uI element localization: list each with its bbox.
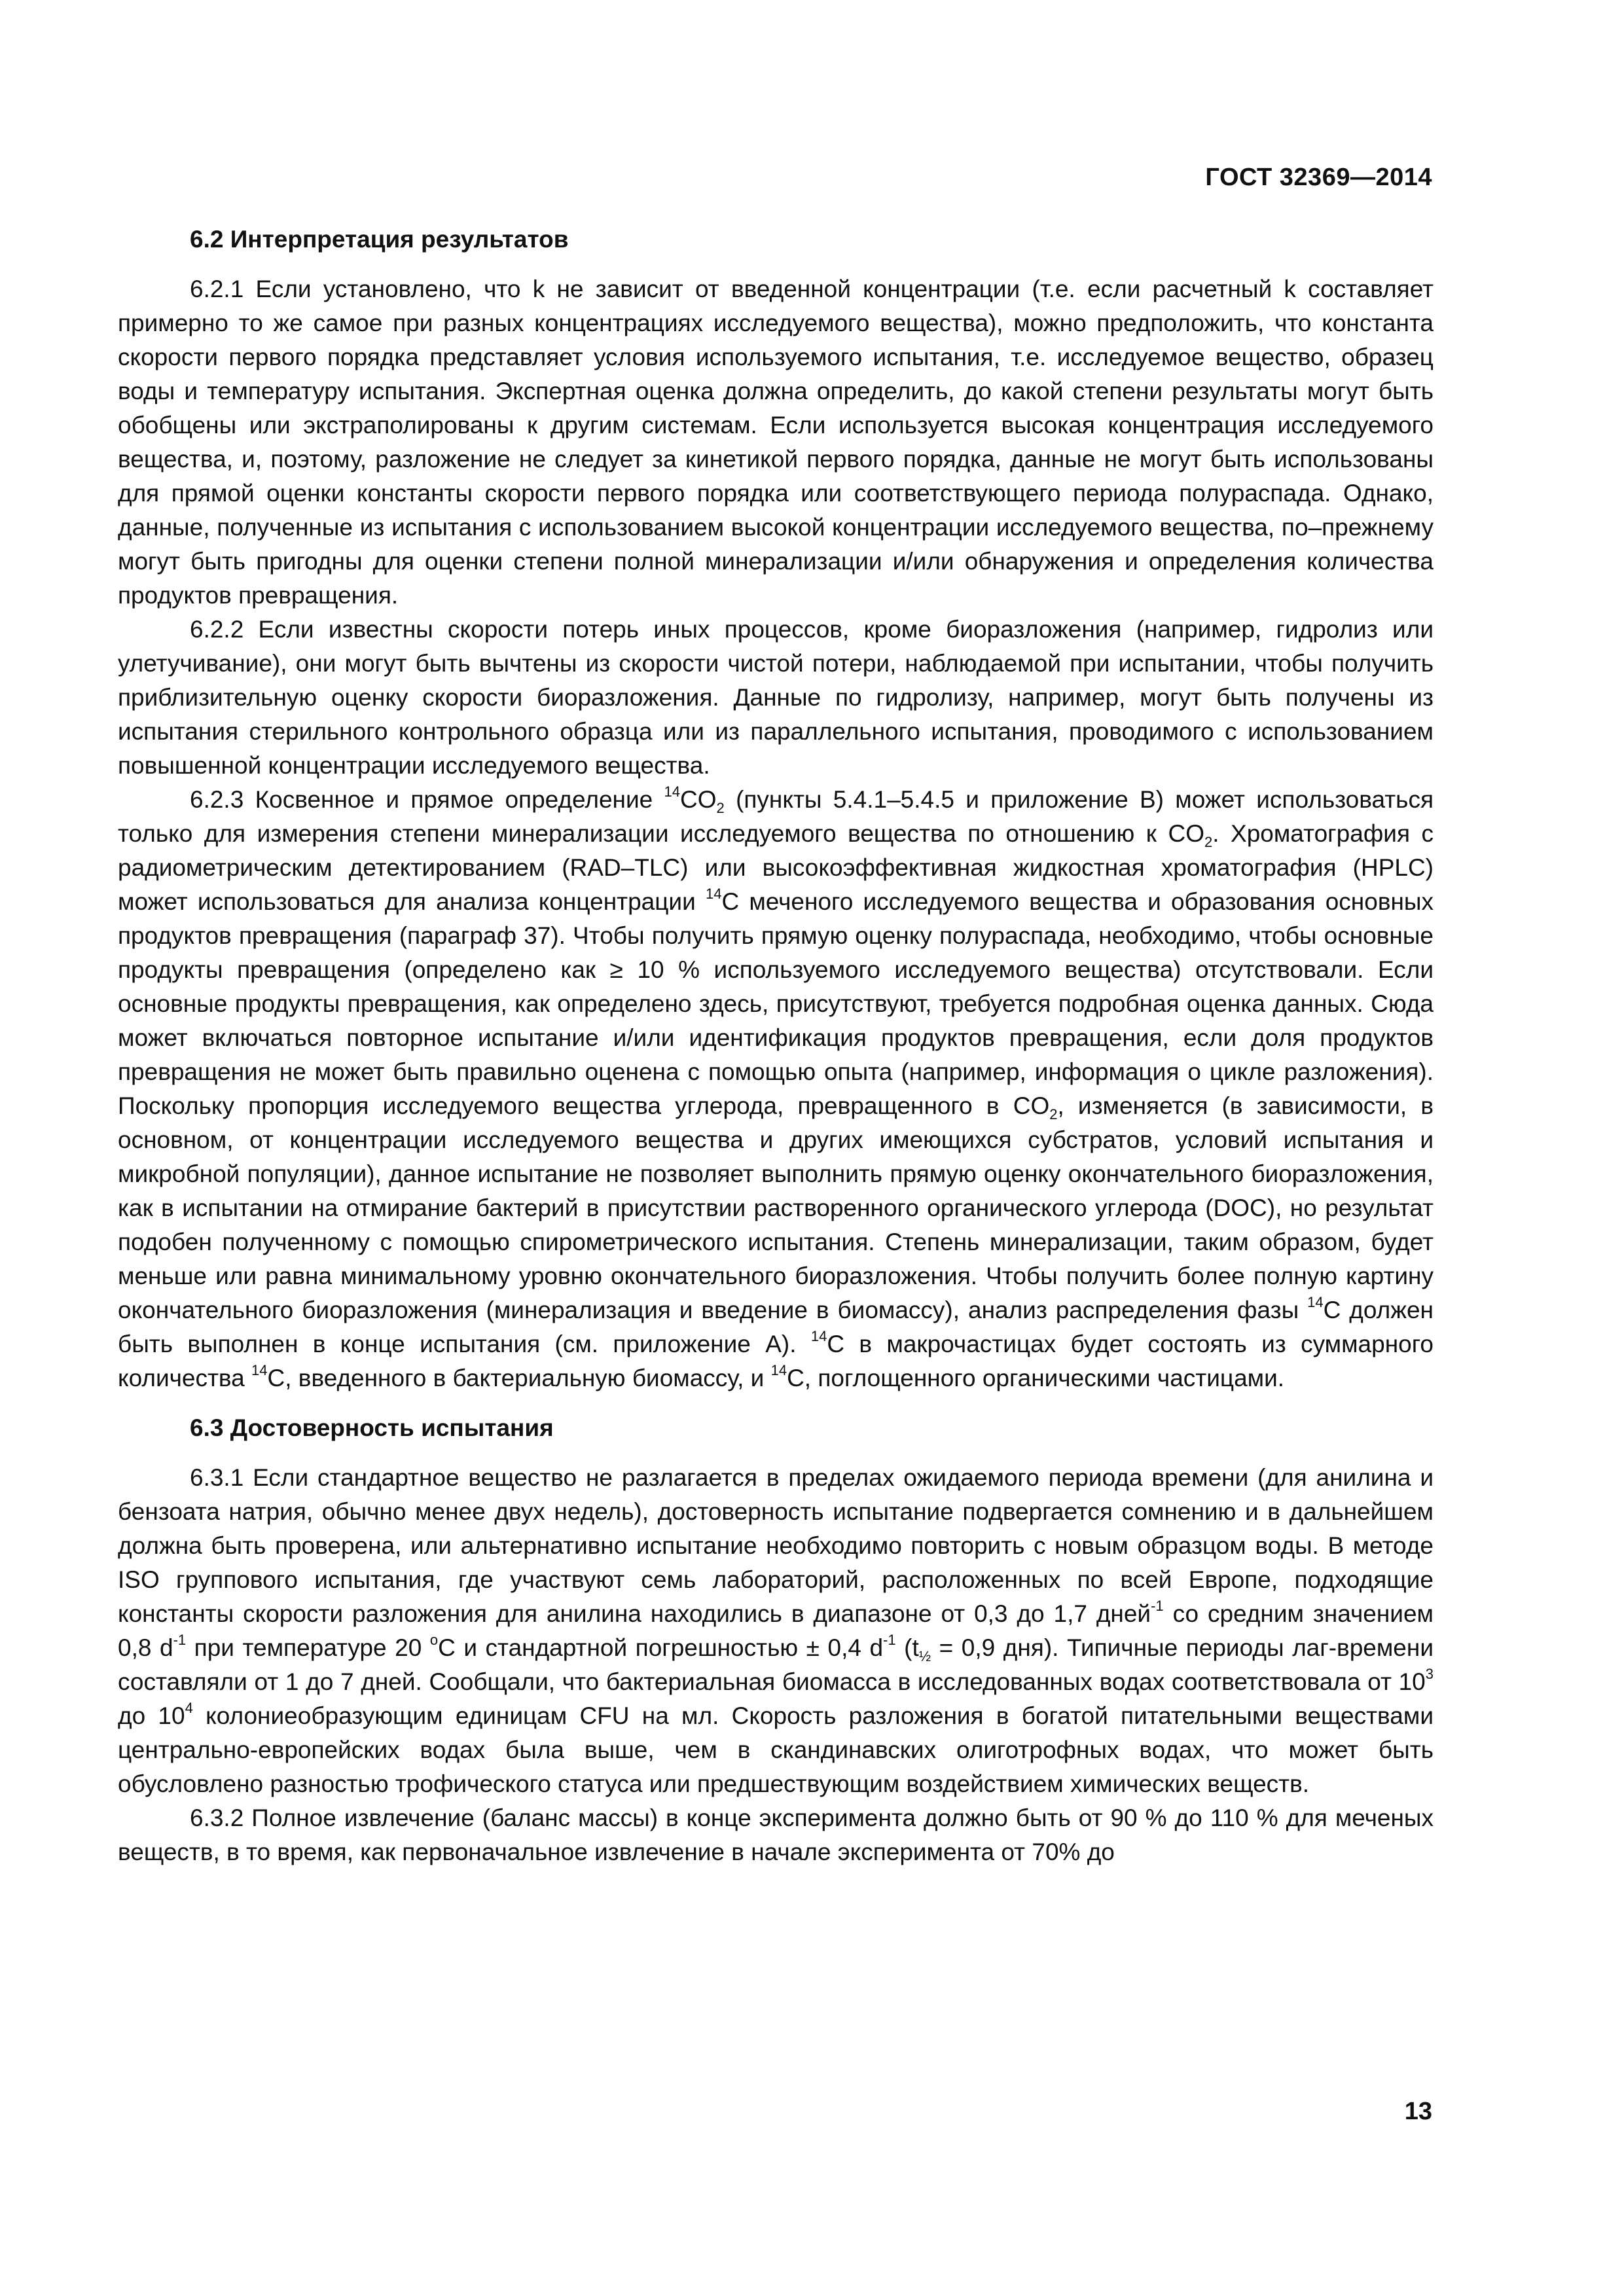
text-run: C меченого исследуемого вещества и образования основных продуктов превращения (параграф 37). Чтобы получить прямую оценку полураспада, необходимо, чтобы основные продукты превращения (определено как ≥ 10 % используемого исследуемого вещества) отсутствовали. Если основные продукты превращения, как определено здесь, присутствуют, требуется подробная оценка данных. Сюда может включаться повторное испытание и/или идентификация продуктов превращения, если доля продуктов превращения не может быть правильно оценена с помощью опыта (например, информация о цикле разложения). Поскольку пропорция исследуемого вещества углерода, превращенного в CO [118, 888, 1434, 1119]
superscript: 4 [185, 1700, 193, 1716]
text-run: колониеобразующим единицам CFU на мл. Скорость разложения в богатой питательными веществами центрально-европейских водах была выше, чем в скандинавских олиготрофных водах, что может быть обусловлено разностью трофического статуса или предшествующим воздействием химических веществ. [118, 1702, 1434, 1797]
text-run: C и стандартной погрешностью ± 0,4 d [438, 1634, 884, 1661]
text-run: 6.2.2 Если известны скорости потерь иных процессов, кроме биоразложения (например, гидролиз или улетучивание), они могут быть вычтены из скорости чистой потери, наблюдаемой при испытании, чтобы получить приблизительную оценку скорости биоразложения. Данные по гидролизу, например, могут быть получены из испытания стерильного контрольного образца или из параллельного испытания, проводимого с использованием повышенной концентрации исследуемого вещества. [118, 616, 1434, 779]
superscript: -1 [173, 1632, 187, 1648]
text-run: 6.3.1 Если стандартное вещество не разлагается в пределах ожидаемого периода времени (для анилина и бензоата натрия, обычно менее двух недель), достоверность испытание подвергается сомнению и в дальнейшем должна быть проверена, или альтернативно испытание необходимо повторить с новым образцом воды. В методе ISO группового испытания, где участвуют семь лабораторий, расположенных по всей Европе, подходящие константы скорости разложения для анилина находились в диапазоне от 0,3 до 1,7 дней [118, 1464, 1434, 1627]
text-run: со средним значением 0,8 d [118, 1600, 1434, 1661]
text-run: . Хроматография с радиометрическим детектированием (RAD–TLC) или высокоэффективная жидкостная хроматография (HPLC) может использоваться для анализа концентрации [118, 820, 1434, 915]
paragraph [118, 272, 1434, 613]
text-run: C, введенного в бактериальную биомассу, и [267, 1365, 771, 1391]
superscript: -1 [883, 1632, 896, 1648]
text-run: C должен быть выполнен в конце испытания (см. приложение А). [118, 1297, 1434, 1357]
section-heading: 6.2 Интерпретация результатов [190, 226, 569, 253]
superscript: 14 [251, 1362, 268, 1378]
superscript: 14 [770, 1362, 787, 1378]
document-id: ГОСТ 32369—2014 [1205, 164, 1432, 191]
text-run: при температуре 20 [186, 1634, 430, 1661]
text-run: до 10 [118, 1702, 185, 1729]
subscript: 2 [1204, 834, 1213, 850]
subscript: 2 [1049, 1106, 1058, 1122]
text-run: (t [895, 1634, 919, 1661]
text-run: , изменяется (в зависимости, в основном, от концентрации исследуемого вещества и других имеющихся субстратов, условий испытания и микробной популяции), данное испытание не позволяет выполнить прямую оценку окончательного биоразложения, как в испытании на отмирание бактерий в присутствии растворенного органического углерода (DOC), но результат подобен полученному с помощью спирометрического испытания. Степень минерализации, таким образом, будет меньше или равна минимальному уровню окончательного биоразложения. Чтобы получить более полную картину окончательного биоразложения (минерализация и введение в биомассу), анализ распределения фазы [118, 1092, 1434, 1323]
superscript: 14 [810, 1328, 827, 1344]
paragraph [118, 783, 1434, 1395]
superscript: 14 [705, 886, 722, 902]
superscript: 3 [1425, 1666, 1434, 1682]
superscript: -1 [1151, 1598, 1164, 1614]
subscript: ½ [918, 1648, 931, 1664]
paragraph [118, 1461, 1434, 1801]
document-body [118, 223, 1434, 1869]
paragraph [118, 1801, 1434, 1869]
text-run: 6.3.2 Полное извлечение (баланс массы) в конце эксперимента должно быть от 90 % до 110 % для меченых веществ, в то время, как первоначальное извлечение в начале эксперимента от 70% до [118, 1804, 1434, 1865]
superscript: 14 [664, 783, 681, 800]
paragraph [118, 613, 1434, 783]
superscript: 14 [1307, 1294, 1324, 1310]
text-run: CO [680, 786, 717, 813]
subscript: 2 [716, 800, 725, 816]
text-run: 6.2.3 Косвенное и прямое определение [190, 786, 664, 813]
section-heading: 6.3 Достоверность испытания [190, 1414, 554, 1441]
text-run: = 0,9 дня). Типичные периоды лаг-времени составляли от 1 до 7 дней. Сообщали, что бактериальная биомасса в исследованных водах соответствовала от 10 [118, 1634, 1434, 1695]
page-number: 13 [1404, 2098, 1432, 2125]
text-run: C, поглощенного органическими частицами. [787, 1365, 1285, 1391]
text-run: C в макрочастицах будет состоять из суммарного количества [118, 1331, 1434, 1391]
text-run: 6.2.1 Если установлено, что k не зависит от введенной концентрации (т.е. если расчетный k составляет примерно то же самое при разных концентрациях исследуемого вещества), можно предположить, что константа скорости первого порядка представляет условия используемого испытания, т.е. исследуемое вещество, образец воды и температуру испытания. Экспертная оценка должна определить, до какой степени результаты могут быть обобщены или экстраполированы к другим системам. Если используется высокая концентрация исследуемого вещества, и, поэтому, разложение не следует за кинетикой первого порядка, данные не могут быть использованы для прямой оценки константы скорости первого порядка или соответствующего периода полураспада. Однако, данные, полученные из испытания с использованием высокой концентрации исследуемого вещества, по–прежнему могут быть пригодны для оценки степени полной минерализации и/или обнаружения и определения количества продуктов превращения. [118, 276, 1434, 609]
superscript: o [429, 1632, 439, 1648]
text-run: (пункты 5.4.1–5.4.5 и приложение В) может использоваться только для измерения степени минерализации исследуемого вещества по отношению к CO [118, 786, 1434, 847]
